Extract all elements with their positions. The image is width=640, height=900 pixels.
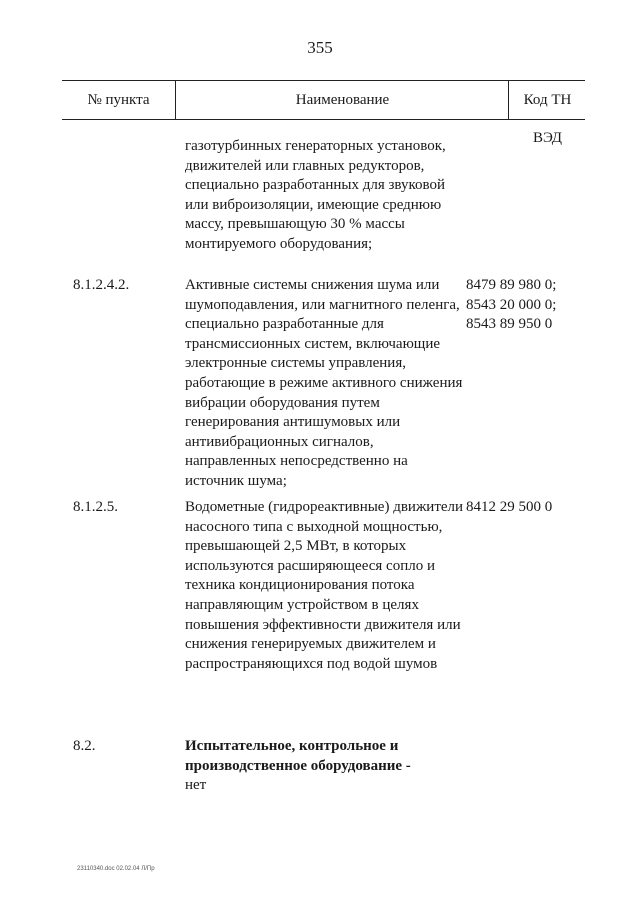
table-header [62,80,585,146]
item-number: 8.2. [73,738,96,754]
item-number: 8.1.2.4.2. [73,277,130,293]
header-code: Код ТН ВЭД [508,81,586,119]
item-name: Активные системы снижения шума или шумоподавления, или магнитного пеленга, специально разработанные для трансмиссионных систем, включающие электронные системы управления, работающие в режиме активного снижения вибрации оборудования путем генерирования антишумовых или антивибрационных сигналов, направленных непосредственно на источник шума; [185,277,463,489]
footer-doc-code: 23110340.doc 02.02.04 Л/Пр [77,866,155,872]
item-number: 8.1.2.5. [73,499,118,515]
item-code: 8543 20 000 0; [466,296,557,313]
item-name-block [185,737,440,796]
item-codes [466,276,596,335]
item-codes [466,498,596,518]
item-name-suffix: нет [185,777,207,794]
header-item-number: № пункта [87,92,150,108]
item-code: 8412 29 500 0 [466,499,553,515]
page-number: 355 [307,38,333,57]
item-code: 8543 89 950 0 [466,316,553,333]
item-name: Водометные (гидрореактивные) движители насосного типа с выходной мощностью, превышающей 2,5 МВт, в которых используются расширяющееся сопло и техника кондиционирования потока направляющим устройством в целях повышения эффективности движителя или снижения генерируемых движителем и распространяющихся под водой шумов [185,499,464,672]
item-name: Испытательное, контрольное и производственное оборудование - [185,738,411,774]
header-name: Наименование [175,81,509,119]
continuation-text: газотурбинных генераторных установок, движителей или главных редукторов, специально разработанных для звуковой или виброизоляции, имеющие среднюю массу, превышающую 30 % массы монтируемого оборудования; [185,138,446,252]
item-code: 8479 89 980 0; [466,277,557,293]
